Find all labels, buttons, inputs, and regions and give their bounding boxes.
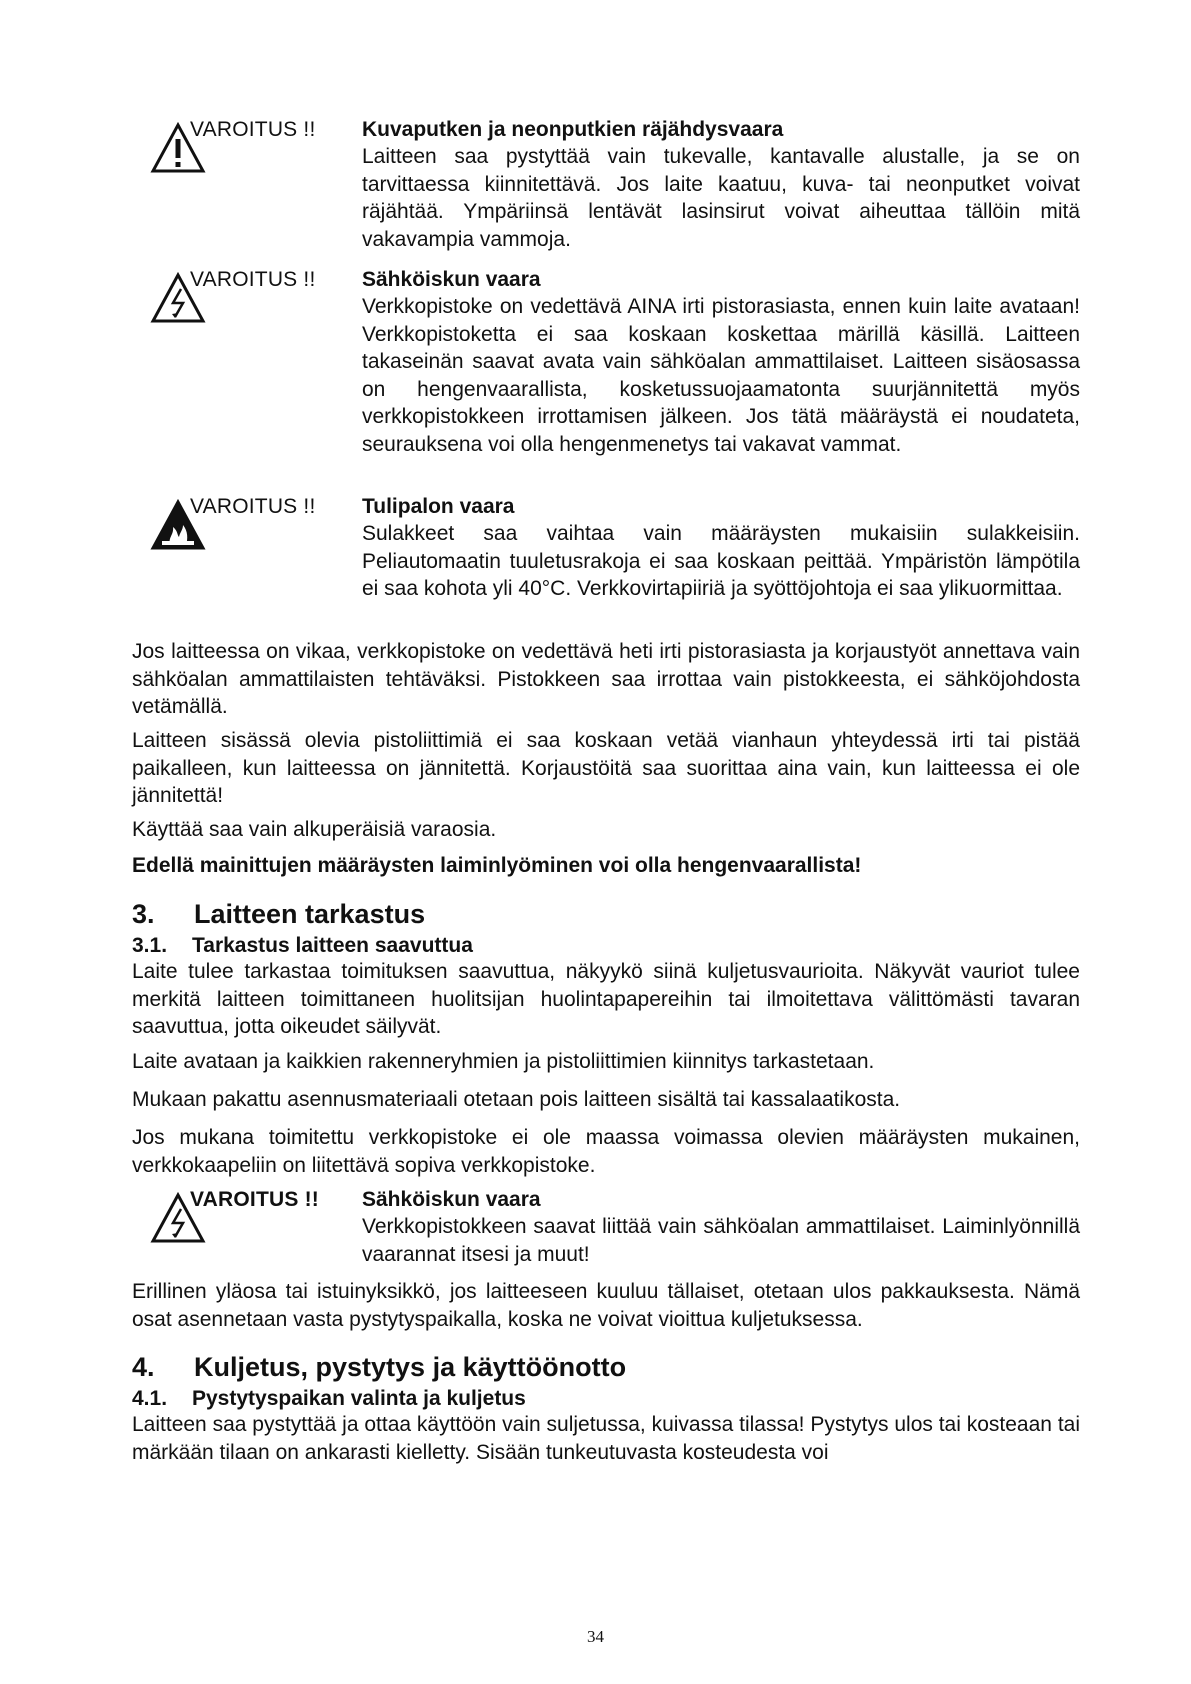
paragraph: Erillinen yläosa tai istuinyksikkö, jos laitteeseen kuuluu tällaiset, otetaan ulos pakkauksesta. Nämä osat asennetaan vasta pystytyspaikalla, koska ne voivat vioittua kuljetuksessa. <box>132 1280 1080 1331</box>
warning-text: Sulakkeet saa vaihtaa vain määräysten mukaisiin sulakkeisiin. Peliautomaatin tuuletusrakoja ei saa koskaan peittää. Ympäristön lämpötila ei saa kohota yli 40°C. Verkkovirtapiiriä ja syöttöjohtoja ei saa ylikuormittaa. <box>362 522 1080 600</box>
subsection-heading <box>132 932 473 959</box>
warning-block <box>150 266 1080 486</box>
warning-content <box>362 266 1080 458</box>
paragraph: Laite tulee tarkastaa toimituksen saavuttua, näkyykö siinä kuljetusvaurioita. Näkyvät vauriot tulee merkitä laitteen toimittaneen huolitsijan huolintapapereihin tai ilmoitettava välittömästi tavaran saavuttua, jotta oikeudet säilyvät. <box>132 960 1080 1038</box>
warning-note: Edellä mainittujen määräysten laiminlyöminen voi olla hengenvaarallista! <box>132 854 862 877</box>
section-heading <box>132 1351 626 1383</box>
warning-text: Laitteen saa pystyttää vain tukevalle, kantavalle alustalle, ja se on tarvittaessa kiinnitettävä. Jos laite kaatuu, kuva- tai neonputket voivat räjähtää. Ympäriinsä lentävät lasinsirut voivat aiheuttaa tällöin mitä vakavampia vammoja. <box>362 145 1080 251</box>
subsection-number: 3.1. <box>132 934 168 957</box>
section-title: Laitteen tarkastus <box>194 899 426 929</box>
paragraph: Jos laitteessa on vikaa, verkkopistoke on vedettävä heti irti pistorasiasta ja korjaustyöt annettava vain sähköalan ammattilaisten tehtäväksi. Pistokkeen saa irrottaa vain pistokkeesta, ei sähköjohdosta vetämällä. <box>132 640 1080 718</box>
section-number: 3. <box>132 899 155 929</box>
warning-content <box>362 493 1080 603</box>
subsection-number: 4.1. <box>132 1387 168 1410</box>
warning-title: Kuvaputken ja neonputkien räjähdysvaara <box>362 118 784 141</box>
warning-text: Verkkopistoke on vedettävä AINA irti pistorasiasta, ennen kuin laite avataan! Verkkopistoketta ei saa koskaan koskettaa märillä käsillä. Laitteen takaseinän saavat avata vain sähköalan ammattilaiset. Laitteen sisäosassa on hengenvaarallista, kosketussuojaamatonta suurjännitettä myös verkkopistokkeen irrottamisen jälkeen. Jos tätä määräystä ei noudateta, seurauksena voi olla hengenmenetys tai vakavat vammat. <box>362 295 1080 456</box>
page-number: 34 <box>587 1627 604 1646</box>
section-title: Kuljetus, pystytys ja käyttöönotto <box>194 1352 627 1382</box>
section-heading <box>132 898 425 930</box>
paragraph: Jos mukana toimitettu verkkopistoke ei ole maassa voimassa olevien määräysten mukainen, verkkokaapeliin on liitettävä sopiva verkkopistoke. <box>132 1126 1080 1177</box>
warning-content <box>362 1186 1080 1268</box>
warning-block <box>150 116 1080 256</box>
section-number: 4. <box>132 1352 155 1382</box>
warning-label: VAROITUS !! <box>190 1188 319 1211</box>
paragraph: Mukaan pakattu asennusmateriaali otetaan pois laitteen sisältä tai kassalaatikosta. <box>132 1088 901 1111</box>
warning-text: Verkkopistokkeen saavat liittää vain sähköalan ammattilaiset. Laiminlyönnillä vaarannat itsesi ja muut! <box>362 1215 1080 1266</box>
subsection-heading <box>132 1385 526 1412</box>
warning-content <box>362 116 1080 253</box>
warning-label: VAROITUS !! <box>190 268 316 291</box>
warning-label: VAROITUS !! <box>190 495 316 518</box>
subsection-title: Pystytyspaikan valinta ja kuljetus <box>192 1387 526 1410</box>
subsection-title: Tarkastus laitteen saavuttua <box>192 934 473 957</box>
paragraph: Käyttää saa vain alkuperäisiä varaosia. <box>132 818 497 841</box>
warning-title: Tulipalon vaara <box>362 495 515 518</box>
paragraph: Laite avataan ja kaikkien rakenneryhmien ja pistoliittimien kiinnitys tarkastetaan. <box>132 1050 875 1073</box>
paragraph: Laitteen sisässä olevia pistoliittimiä ei saa koskaan vetää vianhaun yhteydessä irti tai pistää paikalleen, kun laitteessa on jännitettä. Korjaustöitä saa suorittaa aina vain, kun laitteessa ei ole jännitettä! <box>132 729 1080 807</box>
warning-block <box>150 493 1080 633</box>
warning-label: VAROITUS !! <box>190 118 316 141</box>
warning-title: Sähköiskun vaara <box>362 1188 541 1211</box>
paragraph: Laitteen saa pystyttää ja ottaa käyttöön vain suljetussa, kuivassa tilassa! Pystytys ulos tai kosteaan tai märkään tilaan on ankarasti kielletty. Sisään tunkeutuvasta kosteudesta voi <box>132 1413 1080 1464</box>
warning-block <box>150 1186 1080 1266</box>
warning-title: Sähköiskun vaara <box>362 268 541 291</box>
